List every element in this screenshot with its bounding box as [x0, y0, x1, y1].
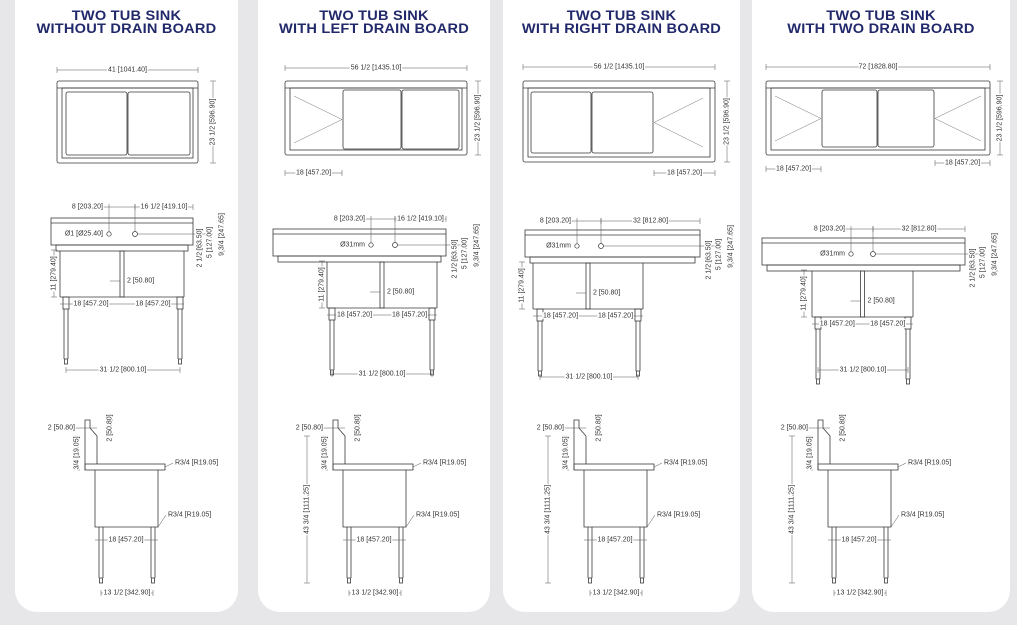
- basin-left: [343, 90, 401, 149]
- faucet-hole: [599, 244, 604, 249]
- leader-line: [891, 515, 899, 527]
- leg-foot: [885, 578, 888, 583]
- basin-left: [531, 92, 591, 153]
- leader-line: [647, 515, 655, 527]
- faucet-hole: [393, 243, 398, 248]
- counter-lip: [278, 256, 441, 262]
- faucet-hole: [871, 252, 876, 257]
- lip-width-label: 2 [50.80]: [536, 424, 564, 432]
- sink-rim: [574, 464, 654, 470]
- leg-foot: [589, 578, 592, 583]
- panel-title: TWO TUB SINK WITHOUT DRAIN BOARD: [36, 8, 217, 36]
- bowl-right-width-label: 18 [457.20]: [135, 300, 171, 308]
- bowl-left-width-label: 18 [457.20]: [336, 311, 373, 319]
- rim-height-label: 3/4 [19.05]: [562, 436, 570, 470]
- drain-board-slope: [294, 96, 342, 143]
- side-view-4: [781, 414, 951, 596]
- bowl-depth-label: 18 [457.20]: [597, 536, 633, 544]
- hole-height-label: 5 [127.00]: [979, 246, 987, 279]
- leg-clearance-label: 11 [279.40]: [318, 267, 326, 302]
- side-view-3: [537, 414, 707, 596]
- hole-height-label: 5 [127.00]: [206, 226, 214, 259]
- overall-width-label: 56 1/2 [1435.10]: [350, 64, 402, 72]
- leg-foot: [907, 379, 910, 384]
- drain-board-slope: [775, 96, 821, 141]
- drain-board-slope: [935, 96, 981, 141]
- top-view-3: [523, 64, 731, 177]
- overall-depth-label: 23 1/2 [596.90]: [996, 94, 1004, 142]
- lip-width-label: 2 [50.80]: [780, 424, 808, 432]
- top-radius-label: R3/4 [R19.05]: [175, 459, 219, 467]
- tub-side-profile: [343, 470, 406, 527]
- lip-width-label: 2 [50.80]: [47, 424, 75, 432]
- rim-height-label: 3/4 [19.05]: [806, 436, 814, 470]
- leg-depth-label: 13 1/2 [342.90]: [836, 589, 884, 597]
- bottom-radius-label: R3/4 [R19.05]: [416, 511, 460, 519]
- backsplash-profile: [574, 420, 586, 470]
- lip-height-label: 2 [50.80]: [839, 414, 847, 442]
- panel-title: TWO TUB SINK WITH TWO DRAIN BOARD: [787, 8, 975, 36]
- front-view-4: [762, 226, 999, 385]
- lip-height-label: 2 [50.80]: [595, 414, 603, 442]
- rim-height-label: 2 1/2 [63.50]: [705, 240, 713, 280]
- panel-title: TWO TUB SINK WITH LEFT DRAIN BOARD: [278, 8, 470, 36]
- backsplash-profile: [85, 420, 97, 470]
- drain-board-slope: [654, 98, 703, 147]
- leg-sleeve: [63, 297, 69, 309]
- hole-offset-label: 8 [203.20]: [539, 217, 571, 225]
- leg-foot: [817, 379, 820, 384]
- total-height-label: 43 3/4 [1111.25]: [788, 484, 796, 535]
- divider-width-label: 2 [50.80]: [387, 288, 415, 296]
- bowl-right-width-label: 18 [457.20]: [391, 311, 428, 319]
- hole-offset-label: 8 [203.20]: [813, 225, 845, 233]
- leader-line: [413, 463, 421, 467]
- sink-inner-rim: [290, 88, 462, 150]
- top-radius-label: R3/4 [R19.05]: [664, 459, 708, 467]
- overall-depth-label: 23 1/2 [596.90]: [723, 98, 731, 145]
- rim-height-label: 2 1/2 [63.50]: [969, 248, 977, 288]
- counter-lip: [56, 245, 188, 251]
- rim-height-label: 2 1/2 [63.50]: [451, 239, 459, 279]
- leg-span-label: 31 1/2 [800.10]: [565, 373, 613, 381]
- hole-height-label: 5 [127.00]: [461, 237, 469, 270]
- rim-height-label: 3/4 [19.05]: [321, 436, 329, 470]
- sink-rim: [818, 464, 898, 470]
- tub-side-profile: [95, 470, 158, 527]
- sink-rim: [85, 464, 165, 470]
- rim-height-label: 2 1/2 [63.50]: [196, 228, 204, 268]
- lip-height-label: 2 [50.80]: [106, 414, 114, 442]
- leg-foot: [179, 359, 182, 364]
- basin-right: [592, 92, 653, 153]
- leg-foot: [833, 578, 836, 583]
- bottom-radius-label: R3/4 [R19.05]: [901, 511, 945, 519]
- leg-clearance-label: 11 [279.40]: [518, 268, 526, 303]
- front-view-3: [519, 218, 735, 381]
- leg-sleeve: [329, 308, 335, 320]
- left-drain-width-label: 18 [457.20]: [295, 169, 332, 177]
- tub-divider: [586, 263, 590, 309]
- leg-span-label: 31 1/2 [800.10]: [358, 370, 406, 378]
- hole-offset-label: 8 [203.20]: [71, 203, 103, 211]
- faucet-hole: [575, 244, 579, 248]
- hole-span-label: 16 1/2 [419.10]: [397, 215, 444, 223]
- bowl-left-width-label: 18 [457.20]: [819, 320, 855, 328]
- panel-title: TWO TUB SINK WITH RIGHT DRAIN BOARD: [521, 8, 722, 36]
- basin-left: [66, 92, 127, 155]
- counter-lip: [530, 257, 695, 263]
- tub-divider: [861, 271, 865, 317]
- hole-height-label: 5 [127.00]: [715, 238, 723, 271]
- leg-span-label: 31 1/2 [800.10]: [99, 366, 147, 374]
- leg-foot: [400, 578, 403, 583]
- top-view-2: [285, 65, 482, 177]
- tub-divider: [120, 251, 124, 297]
- divider-width-label: 2 [50.80]: [867, 297, 895, 305]
- leader-line: [654, 463, 662, 467]
- apron-height-label: 9 3/4 [247.65]: [727, 225, 735, 268]
- tub-divider: [380, 262, 384, 308]
- leader-line: [158, 515, 166, 527]
- bowl-depth-label: 18 [457.20]: [356, 536, 392, 544]
- bowl-right-width-label: 18 [457.20]: [597, 312, 634, 320]
- overall-width-label: 41 [1041.40]: [108, 66, 147, 74]
- leader-line: [406, 515, 414, 527]
- rim-height-label: 3/4 [19.05]: [73, 436, 81, 470]
- leg-foot: [152, 578, 155, 583]
- leg-foot: [65, 359, 68, 364]
- leg-sleeve: [177, 297, 183, 309]
- front-view-2: [273, 216, 481, 378]
- hole-offset-label: 8 [203.20]: [333, 215, 365, 223]
- leader-line: [165, 463, 173, 467]
- leg-span-label: 31 1/2 [800.10]: [839, 366, 887, 374]
- sink-top-outline: [285, 81, 467, 155]
- left-drain-width-label: 18 [457.20]: [775, 165, 812, 173]
- overall-depth-label: 23 1/2 [596.90]: [474, 94, 482, 142]
- hole-span-label: 32 [812.80]: [901, 225, 937, 233]
- bowl-depth-label: 18 [457.20]: [108, 536, 144, 544]
- leader-line: [898, 463, 906, 467]
- bowl-depth-label: 18 [457.20]: [841, 536, 877, 544]
- lip-width-label: 2 [50.80]: [295, 424, 323, 432]
- apron-height-label: 9 3/4 [247.65]: [473, 224, 481, 267]
- bottom-radius-label: R3/4 [R19.05]: [657, 511, 701, 519]
- apron-height-label: 9 3/4 [247.65]: [991, 233, 999, 276]
- side-view-2: [296, 414, 466, 596]
- top-radius-label: R3/4 [R19.05]: [908, 459, 952, 467]
- sink-top-outline: [57, 81, 198, 163]
- overall-depth-label: 23 1/2 [596.90]: [209, 98, 217, 146]
- apron-height-label: 9 3/4 [247.65]: [218, 213, 226, 256]
- bowl-left-width-label: 18 [457.20]: [73, 300, 109, 308]
- leg-foot: [100, 578, 103, 583]
- divider-width-label: 2 [50.80]: [127, 277, 155, 285]
- leg-depth-label: 13 1/2 [342.90]: [592, 589, 640, 597]
- faucet-hole: [849, 252, 853, 256]
- bowl-right-width-label: 18 [457.20]: [870, 320, 906, 328]
- top-radius-label: R3/4 [R19.05]: [423, 459, 467, 467]
- leg-foot: [348, 578, 351, 583]
- tub-side-profile: [828, 470, 891, 527]
- front-view-1: [51, 204, 226, 374]
- hole-diameter-label: Ø31mm: [820, 250, 845, 258]
- basin-right: [128, 92, 190, 155]
- hole-span-label: 32 [812.80]: [632, 217, 669, 225]
- sink-top-outline: [523, 81, 715, 162]
- top-view-1: [57, 67, 217, 164]
- total-height-label: 43 3/4 [1111.25]: [544, 484, 552, 535]
- basin-right: [878, 90, 934, 147]
- leg-foot: [641, 578, 644, 583]
- leg-clearance-label: 11 [279.40]: [800, 276, 808, 311]
- top-view-4: [766, 64, 1004, 173]
- faucet-hole: [133, 232, 138, 237]
- leg-clearance-label: 11 [279.40]: [50, 256, 58, 291]
- leg-sleeve: [635, 309, 641, 321]
- overall-width-label: 56 1/2 [1435.10]: [593, 63, 645, 71]
- right-drain-width-label: 18 [457.20]: [944, 159, 981, 167]
- side-view-1: [48, 414, 218, 596]
- faucet-hole: [107, 232, 111, 236]
- sink-inner-rim: [62, 88, 193, 158]
- hole-diameter-label: Ø31mm: [546, 242, 571, 250]
- bowl-left-width-label: 18 [457.20]: [542, 312, 579, 320]
- right-drain-width-label: 18 [457.20]: [666, 169, 703, 177]
- leg-depth-label: 13 1/2 [342.90]: [351, 589, 399, 597]
- backsplash-profile: [818, 420, 830, 470]
- sink-rim: [333, 464, 413, 470]
- divider-width-label: 2 [50.80]: [593, 289, 621, 297]
- leg-sleeve: [905, 317, 911, 329]
- bottom-radius-label: R3/4 [R19.05]: [168, 511, 212, 519]
- hole-span-label: 16 1/2 [419.10]: [140, 203, 188, 211]
- leg-sleeve: [429, 308, 435, 320]
- basin-right: [402, 90, 459, 149]
- hole-diameter-label: Ø31mm: [340, 241, 365, 249]
- tub-side-profile: [584, 470, 647, 527]
- sink-inner-rim: [528, 88, 710, 157]
- faucet-hole: [369, 243, 373, 247]
- counter-front: [762, 238, 965, 265]
- lip-height-label: 2 [50.80]: [354, 414, 362, 442]
- hole-diameter-label: Ø1 [Ø25.40]: [64, 230, 103, 238]
- basin-left: [822, 90, 877, 147]
- backsplash-profile: [333, 420, 345, 470]
- total-height-label: 43 3/4 [1111.25]: [303, 484, 311, 535]
- leg-depth-label: 13 1/2 [342.90]: [103, 589, 151, 597]
- overall-width-label: 72 [1828.80]: [858, 63, 898, 71]
- counter-lip: [767, 265, 960, 271]
